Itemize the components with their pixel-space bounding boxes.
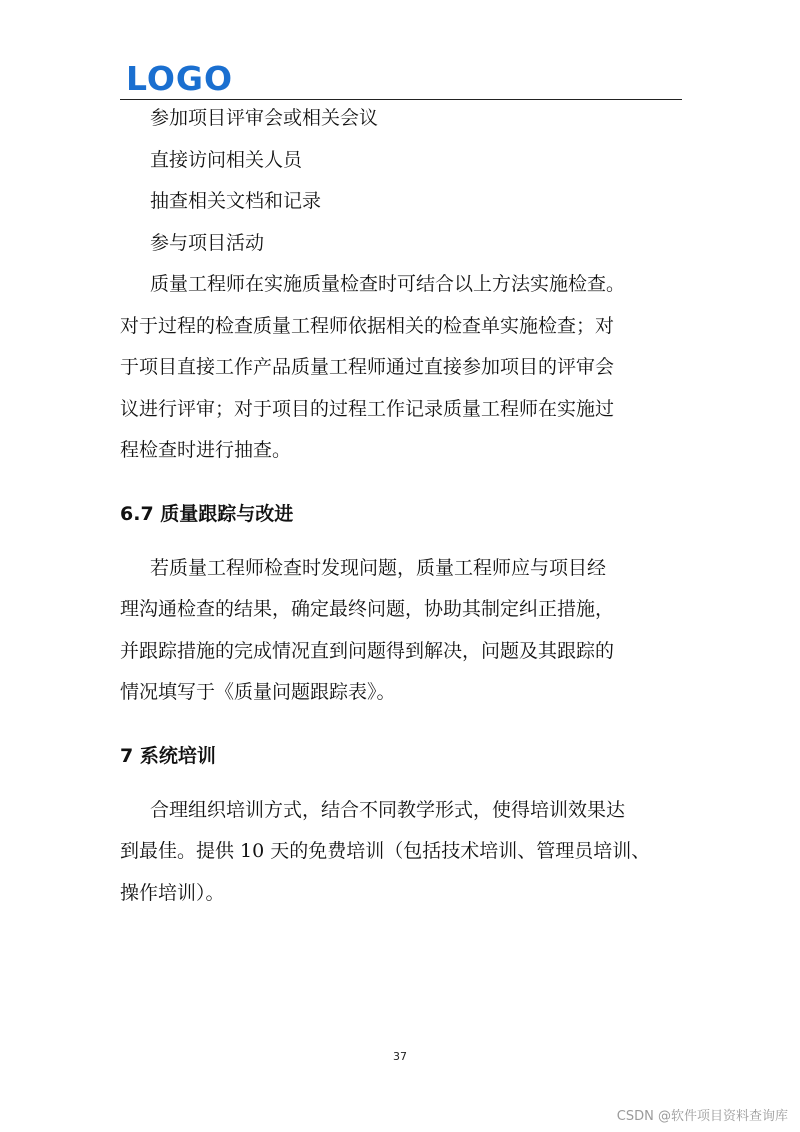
watermark: CSDN @软件项目资料查询库	[616, 1109, 788, 1124]
list-item: 直接访问相关人员	[150, 148, 303, 171]
paragraph-line: 理沟通检查的结果，确定最终问题，协助其制定纠正措施，	[120, 598, 615, 620]
paragraph-line: 情况填写于《质量问题跟踪表》。	[120, 681, 396, 703]
paragraph-line: 并跟踪措施的完成情况直到问题得到解决，问题及其跟踪的	[120, 639, 615, 662]
paragraph-line: 合理组织培训方式，结合不同教学形式，使得培训效果达	[150, 798, 626, 821]
logo: LOGO	[126, 59, 234, 98]
list-item: 抽查相关文档和记录	[150, 190, 322, 212]
paragraph-line: 程检查时进行抽查。	[120, 439, 292, 461]
paragraph-line: 于项目直接工作产品质量工程师通过直接参加项目的评审会	[120, 356, 615, 378]
page-number: 37	[393, 1050, 407, 1063]
section-heading-7: 7 系统培训	[120, 744, 216, 767]
paragraph-line: 若质量工程师检查时发现问题，质量工程师应与项目经	[150, 556, 607, 579]
section-heading-6-7: 6.7 质量跟踪与改进	[120, 502, 294, 525]
list-item: 参与项目活动	[150, 231, 265, 254]
document-body	[120, 98, 685, 914]
paragraph-line: 操作培训）。	[120, 881, 225, 904]
paragraph-line: 对于过程的检查质量工程师依据相关的检查单实施检查；对	[120, 314, 615, 337]
paragraph-line: 议进行评审；对于项目的过程工作记录质量工程师在实施过	[120, 397, 615, 420]
paragraph-line: 到最佳。提供 10 天的免费培训（包括技术培训、管理员培训、	[120, 840, 651, 862]
paragraph-line: 质量工程师在实施质量检查时可结合以上方法实施检查。	[150, 273, 626, 295]
list-item: 参加项目评审会或相关会议	[150, 107, 379, 129]
